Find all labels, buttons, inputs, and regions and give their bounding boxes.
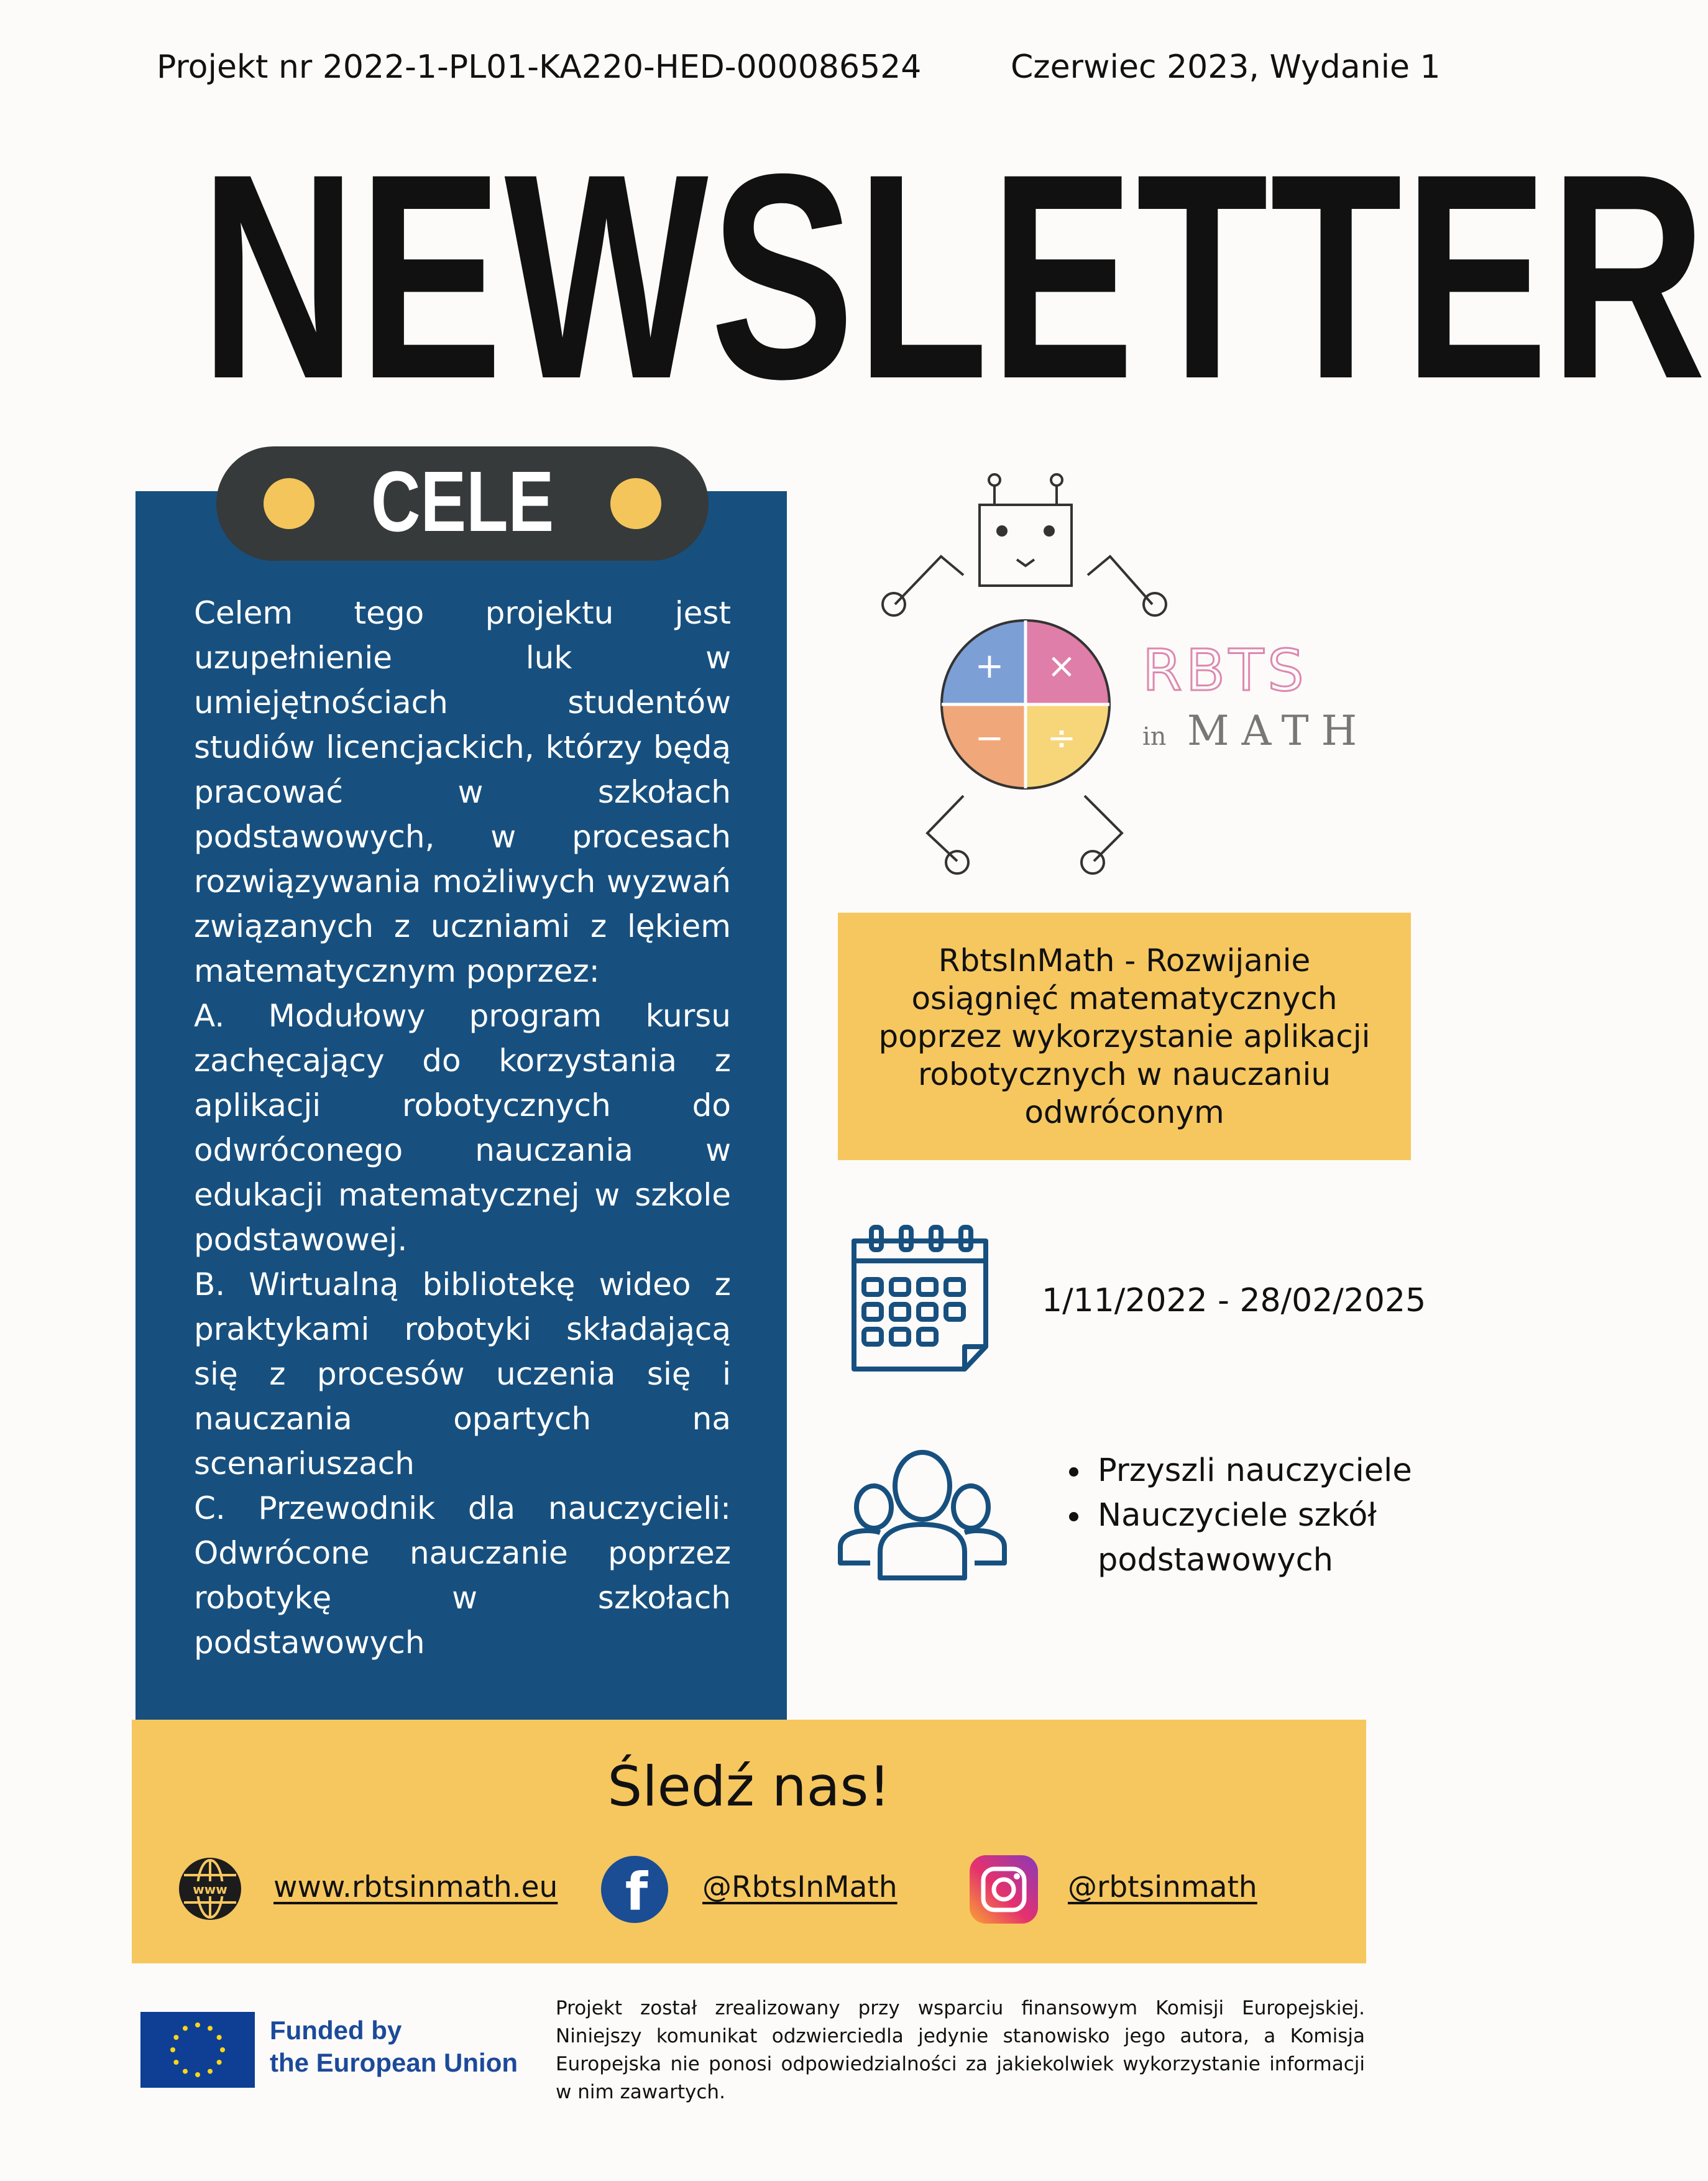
newsletter-title: NEWSLETTER [200,113,1708,440]
eu-disclaimer: Projekt został zrealizowany przy wsparciu finansowym Komisji Europejskiej. Niniejszy komunikat odzwierciedla jedynie stanowisko jego autora, a Komisja Europejska nie ponosi odpowiedzialności za jakiekolwiek wykorzystanie informacji w nim zawartych. [556,1997,1365,2103]
follow-us-title: Śledź nas! [607,1754,891,1819]
globe-icon-label: www [193,1882,227,1897]
goals-item-c: C. Przewodnik dla nauczycieli: Odwrócone nauczanie poprzez robotykę w szkołach podstawowych [194,1490,731,1661]
facebook-icon[interactable] [600,1855,669,1924]
instagram-icon[interactable] [968,1854,1039,1925]
eu-funding-line2: the European Union [270,2048,518,2077]
edition-date: Czerwiec 2023, Wydanie 1 [1011,48,1441,86]
plus-symbol: + [975,646,1004,686]
globe-icon[interactable] [177,1855,244,1922]
instagram-link[interactable]: @rbtsinmath [1068,1870,1257,1904]
goals-text [194,591,731,1665]
goals-heading: CELE [370,454,554,550]
facebook-link[interactable]: @RbtsInMath [702,1870,898,1904]
goals-item-a: A. Modułowy program kursu zachęcający do korzystania z aplikacji robotycznych do odwróconego nauczania w edukacji matematycznej w szkole podstawowej. [194,998,731,1258]
audience-list [1064,1449,1446,1583]
project-number: Projekt nr 2022-1-PL01-KA220-HED-000086524 [157,48,922,86]
website-link[interactable]: www.rbtsinmath.eu [273,1870,558,1904]
math-wheel [942,620,1109,788]
audience-item: Przyszli nauczyciele [1064,1449,1446,1493]
project-dates: 1/11/2022 - 28/02/2025 [1042,1282,1426,1319]
calendar-icon [847,1222,993,1378]
eu-funding-label [270,2014,518,2079]
facebook-icon-glyph: f [625,1861,648,1922]
audience-icon [835,1447,1009,1584]
divide-symbol: ÷ [1047,718,1077,759]
project-title-box [838,913,1411,1160]
eu-funding-line1: Funded by [270,2016,402,2045]
times-symbol: × [1047,646,1077,686]
minus-symbol: − [975,718,1004,759]
goals-intro: Celem tego projektu jest uzupełnienie luk w umiejętnościach studentów studiów licencjackich, którzy będą pracować w szkołach podstawowych, w procesach rozwiązywania możliwych wyzwań związanych z uczniami z lękiem matematycznym poprzez: [194,595,731,989]
rbtsinmath-logo [870,466,1398,889]
logo-math-text: MATH [1187,707,1370,755]
logo-rbts-text: RBTS [1142,637,1308,704]
eu-flag-icon [140,2012,255,2088]
follow-us-box [132,1720,1366,1963]
goals-heading-pill [216,446,709,561]
project-title-text: RbtsInMath - Rozwijanie osiągnięć matematycznych poprzez wykorzystanie aplikacji robotycznych w nauczaniu odwróconym [878,942,1371,1130]
goals-item-b: B. Wirtualną bibliotekę wideo z praktykami robotyki składającą się z procesów uczenia się i nauczania opartych na scenariuszach [194,1266,731,1482]
logo-in-text: in [1142,722,1167,751]
audience-item: Nauczyciele szkół podstawowych [1064,1493,1446,1583]
